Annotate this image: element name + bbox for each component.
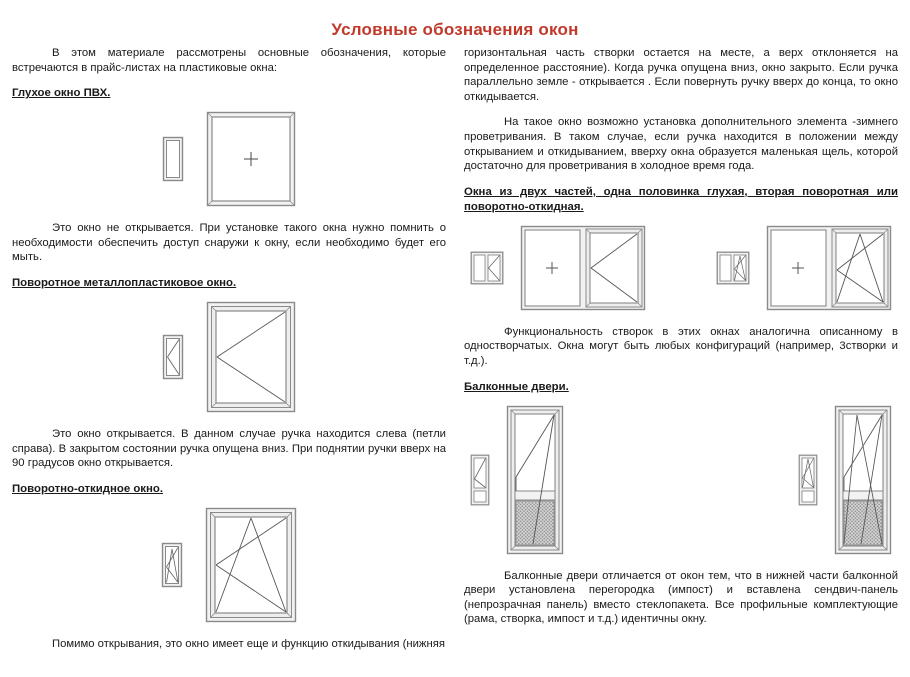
figure-group	[161, 507, 297, 623]
window-turn-icon	[206, 301, 296, 413]
continuation-paragraph: горизонтальная часть створки остается на месте, а верх отклоняется на определенное расстояние). Когда ручка опущена вниз, окно закрыто. Если ручка параллельно земле - открывается . Если повернуть ручку вверх до конца, то окно откидывается.	[464, 47, 898, 103]
window-profile-two-part-turn-icon	[470, 251, 504, 285]
figure-turn-window	[12, 301, 446, 413]
figure-group-door-tilt-turn	[798, 405, 892, 555]
balcony-doors-description: Балконные двери отличается от окон тем, что в нижней части балконной двери установлена перегородка (импост) и вставлена сендвич-панель (непрозрачная панель) вместо стеклопакета. Все профильные комплектующие (рама, створка, импост и т.д.) идентичны окну.	[464, 569, 898, 626]
heading-turn-window: Поворотное металлопластиковое окно.	[12, 276, 237, 289]
heading-tilt-turn-window: Поворотно-откидное окно.	[12, 482, 163, 495]
heading-two-part-windows: Окна из двух частей, одна половинка глухая, вторая поворотная или поворотно-откидная.	[464, 185, 898, 213]
figure-fixed-window	[12, 111, 446, 207]
intro-paragraph: В этом материале рассмотрены основные обозначения, которые встречаются в прайс-листах на пластиковые окна:	[12, 47, 446, 74]
figure-group	[162, 111, 296, 207]
left-column	[12, 46, 446, 662]
heading-balcony-doors: Балконные двери.	[464, 380, 569, 393]
tilt-turn-window-description: Помимо открывания, это окно имеет еще и функцию откидывания (нижняя	[52, 637, 445, 650]
figure-two-part-windows	[464, 225, 898, 311]
turn-window-description: Это окно открывается. В данном случае ручка находится слева (петли справа). В закрытом состоянии ручка опущена вниз. При поднятии ручки вверх на 90 градусов окно открывается.	[12, 427, 446, 470]
window-fixed-plus-icon	[206, 111, 296, 207]
figure-group-tilt-turn	[716, 225, 892, 311]
figure-balcony-doors	[464, 405, 898, 555]
heading-fixed-window: Глухое окно ПВХ.	[12, 87, 111, 100]
winter-ventilation-paragraph: На такое окно возможно установка дополнительного элемента -зимнего проветривания. В таком случае, если ручка находится в положении между открыванием и откидыванием, вверху окна образуется маленькая щель, которой достаточно для проветривания в холодное время года.	[464, 116, 898, 173]
window-two-part-turn-icon	[520, 225, 646, 311]
window-two-part-tilt-turn-icon	[766, 225, 892, 311]
balcony-door-tilt-turn-icon	[834, 405, 892, 555]
fixed-window-description: Это окно не открывается. При установке такого окна нужно помнить о необходимости обеспечить доступ снаружи к окну, если необходимо будет его мыть.	[12, 222, 446, 264]
balcony-door-turn-icon	[506, 405, 564, 555]
window-profile-two-part-tilt-turn-icon	[716, 251, 750, 285]
figure-group	[162, 301, 296, 413]
door-profile-tilt-turn-icon	[798, 454, 818, 506]
window-tilt-turn-icon	[205, 507, 297, 623]
window-profile-turn-icon	[162, 334, 184, 380]
window-profile-tilt-turn-icon	[161, 542, 183, 588]
two-column-layout	[0, 46, 910, 662]
figure-tilt-turn-window	[12, 507, 446, 623]
right-column	[464, 46, 898, 662]
door-profile-turn-icon	[470, 454, 490, 506]
figure-group-turn	[470, 225, 646, 311]
two-part-windows-description: Функциональность створок в этих окнах аналогична описанному в одностворчатых. Окна могут быть любых конфигураций (например, 3створки и т.д.).	[464, 325, 898, 367]
window-profile-blank-icon	[162, 136, 184, 182]
figure-group-door-turn	[470, 405, 564, 555]
page-title: Условные обозначения окон	[331, 20, 579, 39]
